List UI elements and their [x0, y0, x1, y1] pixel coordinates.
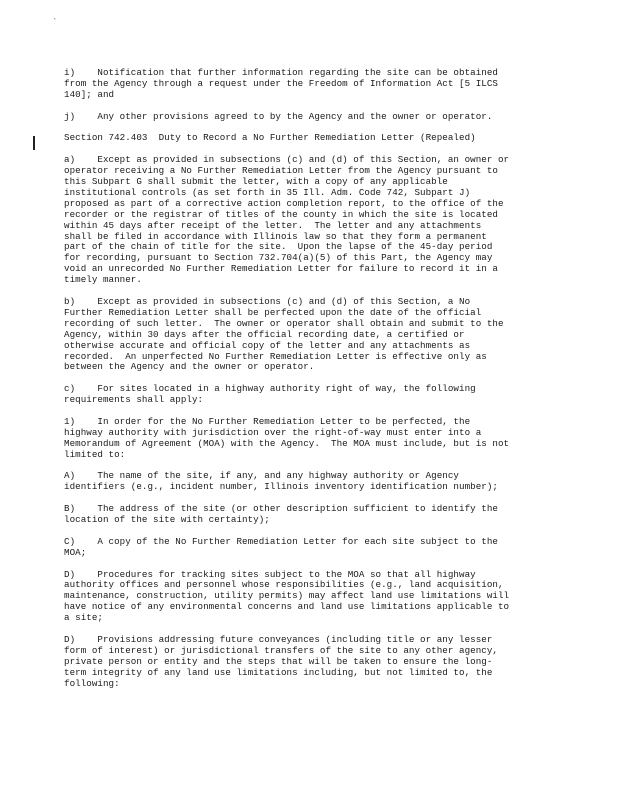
- text-line: D) Provisions addressing future conveyances (including title or any lesser: [64, 633, 493, 645]
- text-line: recording of such letter. The owner or operator shall obtain and submit to the: [64, 317, 504, 329]
- text-line: highway authority with jurisdiction over the right-of-way must enter into a: [64, 426, 482, 438]
- text-line: shall be filed in accordance with Illinois law so that they form a permanent: [64, 230, 487, 242]
- text-line: j) Any other provisions agreed to by the Agency and the owner or operator.: [64, 110, 493, 122]
- text-line: part of the chain of title for the site. Upon the lapse of the 45-day period: [64, 241, 493, 253]
- text-line: B) The address of the site (or other description sufficient to identify the: [64, 503, 498, 515]
- text-line: within 45 days after receipt of the letter. The letter and any attachments: [64, 219, 482, 231]
- text-line: D) Procedures for tracking sites subject to the MOA so that all highway: [64, 568, 476, 580]
- text-line: 1) In order for the No Further Remediation Letter to be perfected, the: [64, 415, 471, 427]
- paragraph-a: [64, 155, 550, 286]
- text-line: from the Agency through a request under the Freedom of Information Act [5 ILCS: [64, 77, 498, 89]
- text-line: c) For sites located in a highway authority right of way, the following: [64, 383, 476, 395]
- revision-bar: [33, 136, 35, 150]
- text-line: Further Remediation Letter shall be perfected upon the date of the official: [64, 306, 482, 318]
- text-line: i) Notification that further information regarding the site can be obtained: [64, 67, 498, 78]
- text-line: Memorandum of Agreement (MOA) with the Agency. The MOA must include, but is not: [64, 437, 510, 449]
- paragraph-d2: [64, 635, 550, 690]
- text-line: limited to:: [64, 448, 126, 460]
- text-line: C) A copy of the No Further Remediation Letter for each site subject to the: [64, 535, 498, 547]
- text-line: private person or entity and the steps that will be taken to ensure the long-: [64, 655, 493, 667]
- scan-mark: `: [52, 18, 58, 28]
- paragraph-a: [64, 471, 550, 493]
- text-line: void an unrecorded No Further Remediation Letter for failure to record it in a: [64, 263, 498, 275]
- text-line: term integrity of any land use limitations including, but not limited to, the: [64, 666, 493, 678]
- paragraph-b: [64, 297, 550, 373]
- text-line: recorded. An unperfected No Further Remediation Letter is effective only as: [64, 350, 487, 362]
- text-line: this Subpart G shall submit the letter, with a copy of any applicable: [64, 176, 448, 188]
- text-line: institutional controls (as set forth in 35 Ill. Adm. Code 742, Subpart J): [64, 186, 471, 198]
- text-line: between the Agency and the owner or operator.: [64, 361, 315, 373]
- text-line: Agency, within 30 days after the official recording date, a certified or: [64, 328, 465, 340]
- paragraph-c1: [64, 417, 550, 461]
- text-line: A) The name of the site, if any, and any highway authority or Agency: [64, 470, 460, 482]
- text-line: location of the site with certainty);: [64, 514, 270, 526]
- text-line: operator receiving a No Further Remediation Letter from the Agency pursuant to: [64, 165, 498, 177]
- text-line: identifiers (e.g., incident number, Illinois inventory identification number);: [64, 481, 498, 493]
- text-line: authority offices and personnel whose responsibilities (e.g., land acquisition,: [64, 579, 504, 591]
- text-line: requirements shall apply:: [64, 394, 204, 406]
- paragraph-c: [64, 537, 550, 559]
- text-line: otherwise accurate and official copy of the letter and any attachments as: [64, 339, 471, 351]
- text-line: for recording, pursuant to Section 732.704(a)(5) of this Part, the Agency may: [64, 252, 493, 264]
- text-line: b) Except as provided in subsections (c) and (d) of this Section, a No: [64, 295, 471, 307]
- text-line: Section 742.403 Duty to Record a No Further Remediation Letter (Repealed): [64, 132, 476, 144]
- text-line: recorder or the registrar of titles of the county in which the site is located: [64, 208, 498, 220]
- text-line: 140]; and: [64, 88, 115, 100]
- paragraph-i: [64, 68, 550, 101]
- paragraph-c: [64, 384, 550, 406]
- document-body: [64, 68, 550, 700]
- paragraph-section-heading: [64, 133, 550, 144]
- text-line: proposed as part of a corrective action completion report, to the office of the: [64, 197, 504, 209]
- text-line: a site;: [64, 612, 103, 624]
- text-line: following:: [64, 677, 120, 689]
- text-line: have notice of any environmental concerns and land use limitations applicable to: [64, 601, 510, 613]
- text-line: form of interest) or jurisdictional transfers of the site to any other agency,: [64, 644, 498, 656]
- paragraph-j: [64, 112, 550, 123]
- text-line: MOA;: [64, 546, 87, 558]
- text-line: timely manner.: [64, 274, 142, 286]
- paragraph-b: [64, 504, 550, 526]
- paragraph-d1: [64, 570, 550, 625]
- text-line: maintenance, construction, utility permits) may affect land use limitations will: [64, 590, 510, 602]
- text-line: a) Except as provided in subsections (c) and (d) of this Section, an owner or: [64, 154, 510, 166]
